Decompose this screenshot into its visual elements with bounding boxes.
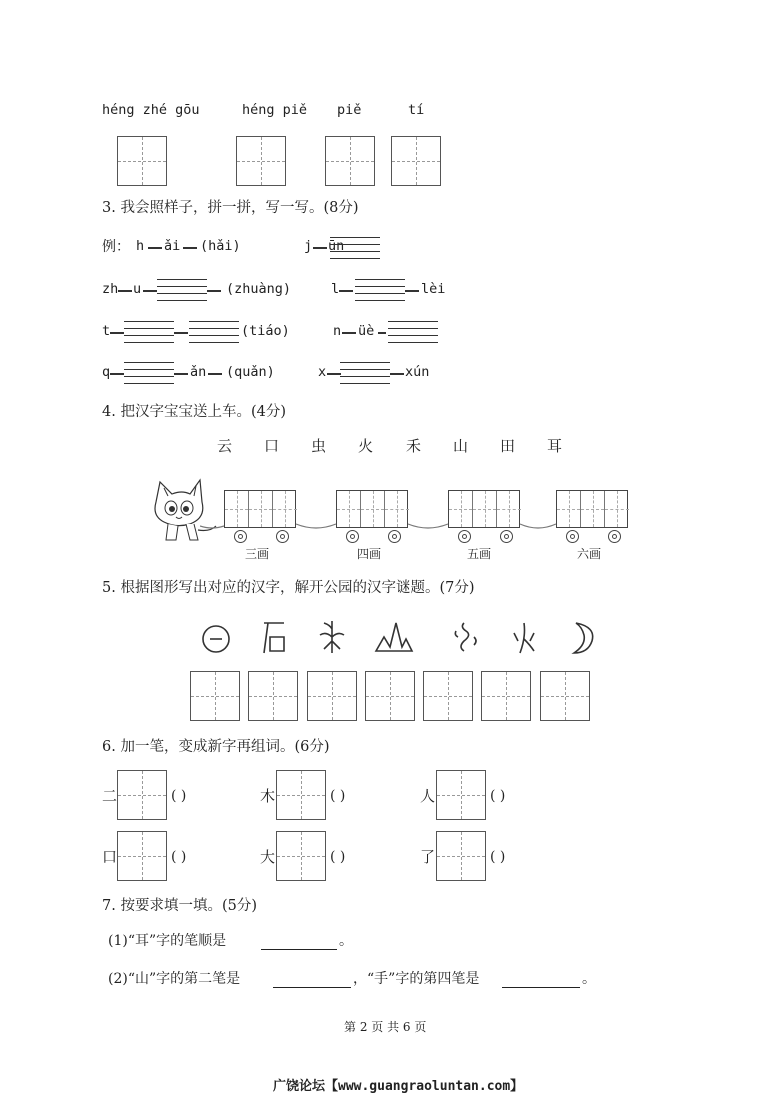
q3-r1b-final: ūn <box>328 238 345 254</box>
wheel-icon <box>458 530 471 543</box>
q7-item2-mid: ，“手”字的第四笔是 <box>353 971 480 987</box>
q6-char-1: 二 <box>102 787 118 805</box>
q3-r2a-answer: (zhuàng) <box>226 281 292 297</box>
q6-paren-6[interactable]: ( ) <box>490 849 506 865</box>
stroke-answer-box-3[interactable] <box>325 136 375 186</box>
q5-answer-box-1[interactable] <box>190 671 240 721</box>
q3-r4b-answer-lines[interactable] <box>340 362 390 384</box>
q5-answer-box-3[interactable] <box>307 671 357 721</box>
q3-r2a-medial: u <box>133 281 142 297</box>
q3-example-answer: (hǎi) <box>200 238 241 254</box>
stroke-name-4: tí <box>408 102 425 118</box>
q7-item1-suffix: 。 <box>339 933 353 949</box>
q3-r4a-final: ǎn <box>190 364 207 380</box>
q6-paren-2[interactable]: ( ) <box>330 788 346 804</box>
q6-answer-box-4[interactable] <box>117 831 167 881</box>
car-label-4: 六画 <box>577 547 602 561</box>
q6-answer-box-3[interactable] <box>436 770 486 820</box>
q6-char-4: 口 <box>102 848 118 866</box>
q6-char-5: 大 <box>260 848 276 866</box>
q3-r4a-answer-lines[interactable] <box>124 362 174 384</box>
q6-paren-5[interactable]: ( ) <box>330 849 346 865</box>
wheel-icon <box>608 530 621 543</box>
site-footer: 广饶论坛【www.guangraoluntan.com】 <box>273 1079 524 1094</box>
q4-title: 4. 把汉字宝宝送上车。(4分) <box>102 404 286 420</box>
car-label-2: 四画 <box>357 547 382 561</box>
train-car-2[interactable] <box>336 490 408 528</box>
q4-char-3: 虫 <box>311 437 327 455</box>
q3-r4b-initial: x <box>318 364 327 380</box>
wheel-icon <box>276 530 289 543</box>
q6-answer-box-5[interactable] <box>276 831 326 881</box>
q3-r4b-result: xún <box>405 364 430 380</box>
q3-title: 3. 我会照样子，拼一拼，写一写。(8分) <box>102 200 359 216</box>
car-label-1: 三画 <box>245 547 270 561</box>
q5-answer-box-5[interactable] <box>423 671 473 721</box>
grain-pictograph-icon <box>312 617 352 657</box>
q3-r2b-answer-lines[interactable] <box>355 279 405 301</box>
wheel-icon <box>346 530 359 543</box>
q3-r3b-answer-lines[interactable] <box>388 321 438 343</box>
fire-pictograph-icon <box>504 617 544 657</box>
q7-title: 7. 按要求填一填。(5分) <box>102 898 257 914</box>
q3-r2a-initial: zh <box>102 281 119 297</box>
q6-answer-box-1[interactable] <box>117 770 167 820</box>
q6-char-3: 人 <box>420 787 436 805</box>
q3-example-initial: h <box>136 238 145 254</box>
q4-char-2: 口 <box>264 437 280 455</box>
q5-answer-box-6[interactable] <box>481 671 531 721</box>
q3-r3a-initial: t <box>102 323 111 339</box>
q4-char-4: 火 <box>358 437 374 455</box>
q7-item2-blank-2[interactable] <box>502 973 580 988</box>
q3-r4a-answer: (quǎn) <box>226 364 275 380</box>
q7-item1-blank[interactable] <box>261 935 337 950</box>
q3-r3a-answer-lines-1[interactable] <box>124 321 174 343</box>
wheel-icon <box>234 530 247 543</box>
stroke-name-3: piě <box>337 102 362 118</box>
q5-answer-box-7[interactable] <box>540 671 590 721</box>
wheel-icon <box>388 530 401 543</box>
q5-answer-box-2[interactable] <box>248 671 298 721</box>
sun-pictograph-icon <box>196 621 236 657</box>
moon-pictograph-icon <box>562 617 602 657</box>
train-car-4[interactable] <box>556 490 628 528</box>
q3-r2b-initial: l <box>331 281 340 297</box>
wheel-icon <box>500 530 513 543</box>
q3-r2b-result: lèi <box>421 281 446 297</box>
q3-r3b-final: üè <box>358 323 375 339</box>
mountain-pictograph-icon <box>372 617 416 657</box>
q3-r3a-answer-lines-2[interactable] <box>189 321 239 343</box>
q6-char-2: 木 <box>260 787 276 805</box>
q6-char-6: 了 <box>420 848 436 866</box>
page-number: 第 2 页 共 6 页 <box>344 1020 427 1034</box>
stroke-answer-box-4[interactable] <box>391 136 441 186</box>
q5-answer-box-4[interactable] <box>365 671 415 721</box>
q7-item2-blank-1[interactable] <box>273 973 351 988</box>
q3-example-label: 例： <box>102 239 130 255</box>
q4-char-6: 山 <box>453 437 469 455</box>
q6-answer-box-2[interactable] <box>276 770 326 820</box>
water-pictograph-icon <box>446 617 486 657</box>
q6-title: 6. 加一笔，变成新字再组词。(6分) <box>102 739 330 755</box>
wheel-icon <box>566 530 579 543</box>
q4-char-5: 禾 <box>406 437 422 455</box>
q7-item1-prefix: (1)“耳”字的笔顺是 <box>108 933 227 949</box>
q6-answer-box-6[interactable] <box>436 831 486 881</box>
q6-paren-1[interactable]: ( ) <box>171 788 187 804</box>
q3-r2a-answer-lines[interactable] <box>157 279 207 301</box>
train-car-3[interactable] <box>448 490 520 528</box>
q4-char-7: 田 <box>500 437 516 455</box>
stroke-answer-box-1[interactable] <box>117 136 167 186</box>
stone-pictograph-icon <box>254 617 294 657</box>
q4-char-8: 耳 <box>547 437 563 455</box>
q6-paren-4[interactable]: ( ) <box>171 849 187 865</box>
q3-example-final: ǎi <box>164 238 181 254</box>
stroke-name-1: héng zhé gōu <box>102 102 200 118</box>
car-label-3: 五画 <box>467 547 492 561</box>
q6-paren-3[interactable]: ( ) <box>490 788 506 804</box>
q3-r1b-answer-lines[interactable] <box>330 237 380 259</box>
q3-r4a-initial: q <box>102 364 111 380</box>
q5-title: 5. 根据图形写出对应的汉字，解开公园的汉字谜题。(7分) <box>102 580 475 596</box>
q3-r3a-answer: (tiáo) <box>241 323 290 339</box>
q7-item2-prefix: (2)“山”字的第二笔是 <box>108 971 241 987</box>
q3-r1b-initial: j <box>304 238 313 254</box>
train-car-1[interactable] <box>224 490 296 528</box>
q3-r3b-initial: n <box>333 323 342 339</box>
q4-char-1: 云 <box>217 437 233 455</box>
stroke-answer-box-2[interactable] <box>236 136 286 186</box>
q7-item2-suffix: 。 <box>582 971 596 987</box>
stroke-name-2: héng piě <box>242 102 308 118</box>
